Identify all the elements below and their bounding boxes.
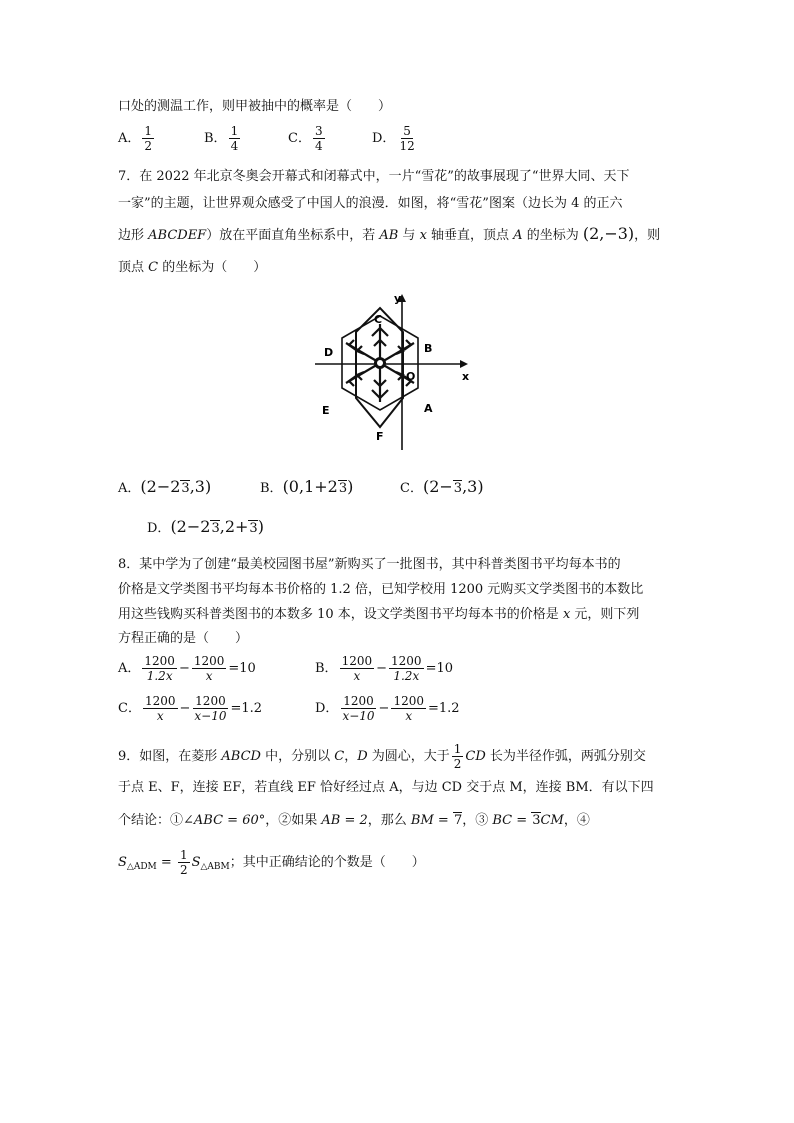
q8-option-b[interactable]: B． $\frac{1200}{x}$ − $\frac{1200}{1.2x}$ =10 — [315, 654, 453, 683]
x-axis-arrow — [460, 360, 468, 368]
q6-option-b-fraction: $\frac{1}{4}$ — [230, 124, 239, 153]
q9-line-4: $S_{\triangle ADM}$ = $\frac{1}{2}$ $S_{\triangle ABM}$；其中正确结论的个数是（ ） — [118, 848, 425, 877]
q8-line-3: 用这些钱购买科普类图书的本数多 10 本，设文学类图书平均每本书的价格是 x 元，则下列 — [118, 607, 640, 622]
label-a: A — [424, 402, 433, 415]
q9-line-2: 于点 E、F，连接 EF，若直线 EF 恰好经过点 A，与边 CD 交于点 M，连接 BM．有以下四 — [118, 780, 654, 795]
q7-option-d[interactable]: D．(2−23,2+3) — [147, 517, 264, 536]
q6-stem: 口处的测温工作，则甲被抽中的概率是（ ） — [118, 99, 392, 114]
q6-option-d-fraction: $\frac{5}{12}$ — [399, 124, 415, 153]
q8-option-d[interactable]: D． $\frac{1200}{x-10}$ − $\frac{1200}{x}$ =1.2 — [315, 694, 460, 723]
q7-line-4: 顶点 C 的坐标为（ ） — [118, 260, 267, 275]
q7-option-b[interactable]: B．(0,1+23) — [260, 477, 354, 496]
label-o: O — [406, 370, 416, 383]
q6-option-c[interactable]: C． $\frac{3}{4}$ — [288, 124, 323, 153]
q7-option-a[interactable]: A．(2−23,3) — [118, 477, 212, 496]
q8-option-a[interactable]: A． $\frac{1200}{1.2x}$ − $\frac{1200}{x}$ =10 — [118, 654, 256, 683]
q6-option-d[interactable]: D． $\frac{5}{12}$ — [372, 124, 415, 153]
q6-option-b[interactable]: B． $\frac{1}{4}$ — [204, 124, 239, 153]
q8-option-c[interactable]: C． $\frac{1200}{x}$ − $\frac{1200}{x-10}$ =1.2 — [118, 694, 263, 723]
label-d: D — [324, 346, 334, 359]
q8-line-2: 价格是文学类图书平均每本书价格的 1.2 倍，已知学校用 1200 元购买文学类图书的本数比 — [118, 582, 644, 597]
label-y: y — [394, 292, 402, 305]
q7-line-3: 边形 ABCDEF）放在平面直角坐标系中，若 AB 与 x 轴垂直，顶点 A 的坐标为 (2,−3)，则 — [118, 224, 661, 243]
q8-line-1: 8．某中学为了创建“最美校园图书屋”新购买了一批图书，其中科普类图书平均每本书的 — [118, 557, 621, 572]
snowflake-figure — [310, 290, 475, 455]
q9-line-1: 9．如图，在菱形 ABCD 中，分别以 C，D 为圆心，大于 $\frac{1}{2}$ CD 长为半径作弧，两弧分别交 — [118, 742, 646, 771]
q9-line-3: 个结论：①∠ABC = 60°，②如果 AB = 2，那么 BM = 7，③ BC = 3CM，④ — [118, 813, 590, 828]
q6-option-a[interactable]: A． $\frac{1}{2}$ — [118, 124, 153, 153]
q7-option-c[interactable]: C．(2−3,3) — [400, 477, 484, 496]
q8-line-4: 方程正确的是（ ） — [118, 631, 249, 646]
label-c: C — [374, 313, 383, 326]
label-f: F — [376, 430, 384, 443]
q7-line-2: 一家”的主题，让世界观众感受了中国人的浪漫．如图，将“雪花”图案（边长为 4 的正六 — [118, 196, 623, 211]
label-e: E — [322, 404, 330, 417]
label-x: x — [462, 370, 470, 383]
q6-option-a-fraction: $\frac{1}{2}$ — [144, 124, 153, 153]
q6-option-c-fraction: $\frac{3}{4}$ — [314, 124, 323, 153]
label-b: B — [424, 342, 433, 355]
q7-line-1: 7．在 2022 年北京冬奥会开幕式和闭幕式中，一片“雪花”的故事展现了“世界大同、天下 — [118, 169, 630, 184]
